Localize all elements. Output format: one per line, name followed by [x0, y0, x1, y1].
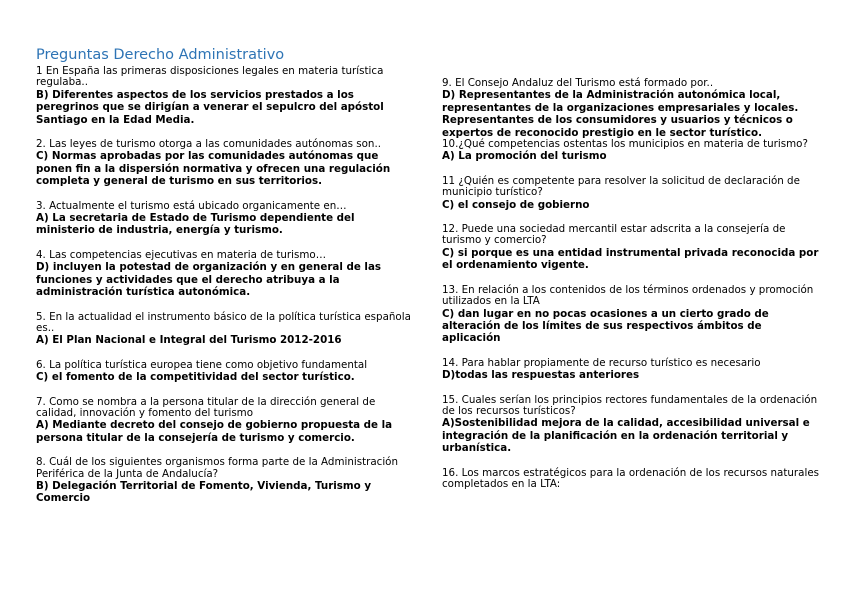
question-item: [442, 224, 820, 272]
answer-text: D) incluyen la potestad de organización y en general de las funciones y actividades que el derecho atribuya a la administración turística autonómica.: [36, 261, 382, 299]
question-text: 9. El Consejo Andaluz del Turismo está formado por..: [442, 77, 714, 89]
question-item: [36, 397, 414, 445]
answer-text: A) Mediante decreto del consejo de gobierno propuesta de la persona titular de la consejería de turismo y comercio.: [36, 419, 393, 444]
question-text: 2. Las leyes de turismo otorga a las comunidades autónomas son..: [36, 138, 381, 151]
question-item: [442, 139, 820, 163]
question-text: 7. Como se nombra a la persona titular de la dirección general de calidad, innovación y fomento del turismo: [36, 395, 376, 419]
answer-text: C) el fomento de la competitividad del sector turístico.: [36, 371, 355, 384]
answer-text: C) si porque es una entidad instrumental privada reconocida por el ordenamiento vigente.: [442, 246, 819, 272]
answer-text: A)Sostenibilidad mejora de la calidad, accesibilidad universal e integración de la planificación en la ordenación territorial y urbanística.: [442, 417, 810, 455]
question-item: [36, 201, 414, 237]
question-item: [442, 78, 820, 139]
question-item: [36, 360, 414, 384]
question-text: 1 En España las primeras disposiciones legales en materia turística regulaba..: [36, 65, 384, 89]
question-text: 15. Cuales serían los principios rectores fundamentales de la ordenación de los recursos turísticos?: [442, 393, 818, 417]
question-text: 11 ¿Quién es competente para resolver la solicitud de declaración de municipio turístico?: [442, 174, 800, 199]
answer-text: A) La promoción del turismo: [442, 150, 607, 163]
question-item: [442, 358, 820, 382]
answer-text: A) La secretaria de Estado de Turismo dependiente del ministerio de industria, energía y turismo.: [36, 212, 355, 237]
question-item: [36, 66, 414, 126]
question-item: [442, 395, 820, 455]
page-title: Preguntas Derecho Administrativo: [36, 47, 285, 63]
question-text: 8. Cuál de los siguientes organismos forma parte de la Administración Periférica de la Junta de Andalucía?: [36, 456, 399, 480]
answer-text: C) dan lugar en no pocas ocasiones a un cierto grado de alteración de los límites de sus respectivos ámbitos de aplicación: [442, 307, 769, 345]
question-item: [36, 250, 414, 299]
answer-text: D) Representantes de la Administración autonómica local, representantes de la organizaciones empresariales y locales. Representantes de los consumidores y usuarios y técnicos o expertos de reconocido prestigio en le sector turístico.: [442, 89, 799, 139]
answer-text: A) El Plan Nacional e Integral del Turismo 2012-2016: [36, 334, 342, 347]
question-text: 5. En la actualidad el instrumento básico de la política turística española es..: [36, 310, 411, 334]
answer-text: C) Normas aprobadas por las comunidades autónomas que ponen fin a la dispersión normativa y ofrecen una regulación completa y general de turismo en sus territorios.: [36, 150, 391, 188]
question-text: 4. Las competencias ejecutivas en materia de turismo…: [36, 248, 326, 261]
right-column: [442, 78, 820, 503]
answer-text: C) el consejo de gobierno: [442, 198, 590, 211]
question-item: [442, 176, 820, 211]
question-item: [36, 139, 414, 188]
question-item: [36, 312, 414, 347]
answer-text: B) Diferentes aspectos de los servicios prestados a los peregrinos que se dirigían a venerar el sepulcro del apóstol Santiago en la Edad Media.: [36, 88, 384, 126]
question-item: [442, 468, 820, 491]
question-text: 13. En relación a los contenidos de los términos ordenados y promoción utilizados en la LTA: [442, 283, 814, 308]
question-text: 16. Los marcos estratégicos para la ordenación de los recursos naturales completados en la LTA:: [442, 466, 820, 490]
question-text: 10.¿Qué competencias ostentas los municipios en materia de turismo?: [442, 138, 808, 151]
question-item: [442, 285, 820, 345]
question-text: 6. La política turística europea tiene como objetivo fundamental: [36, 358, 368, 371]
left-column: [36, 66, 414, 518]
question-item: [36, 457, 414, 505]
question-text: 14. Para hablar propiamente de recurso turístico es necesario: [442, 356, 761, 369]
question-text: 12. Puede una sociedad mercantil estar adscrita a la consejería de turismo y comercio?: [442, 223, 786, 247]
question-text: 3. Actualmente el turismo está ubicado organicamente en…: [36, 199, 347, 212]
answer-text: D)todas las respuestas anteriores: [442, 369, 640, 382]
answer-text: B) Delegación Territorial de Fomento, Vivienda, Turismo y Comercio: [36, 479, 372, 505]
